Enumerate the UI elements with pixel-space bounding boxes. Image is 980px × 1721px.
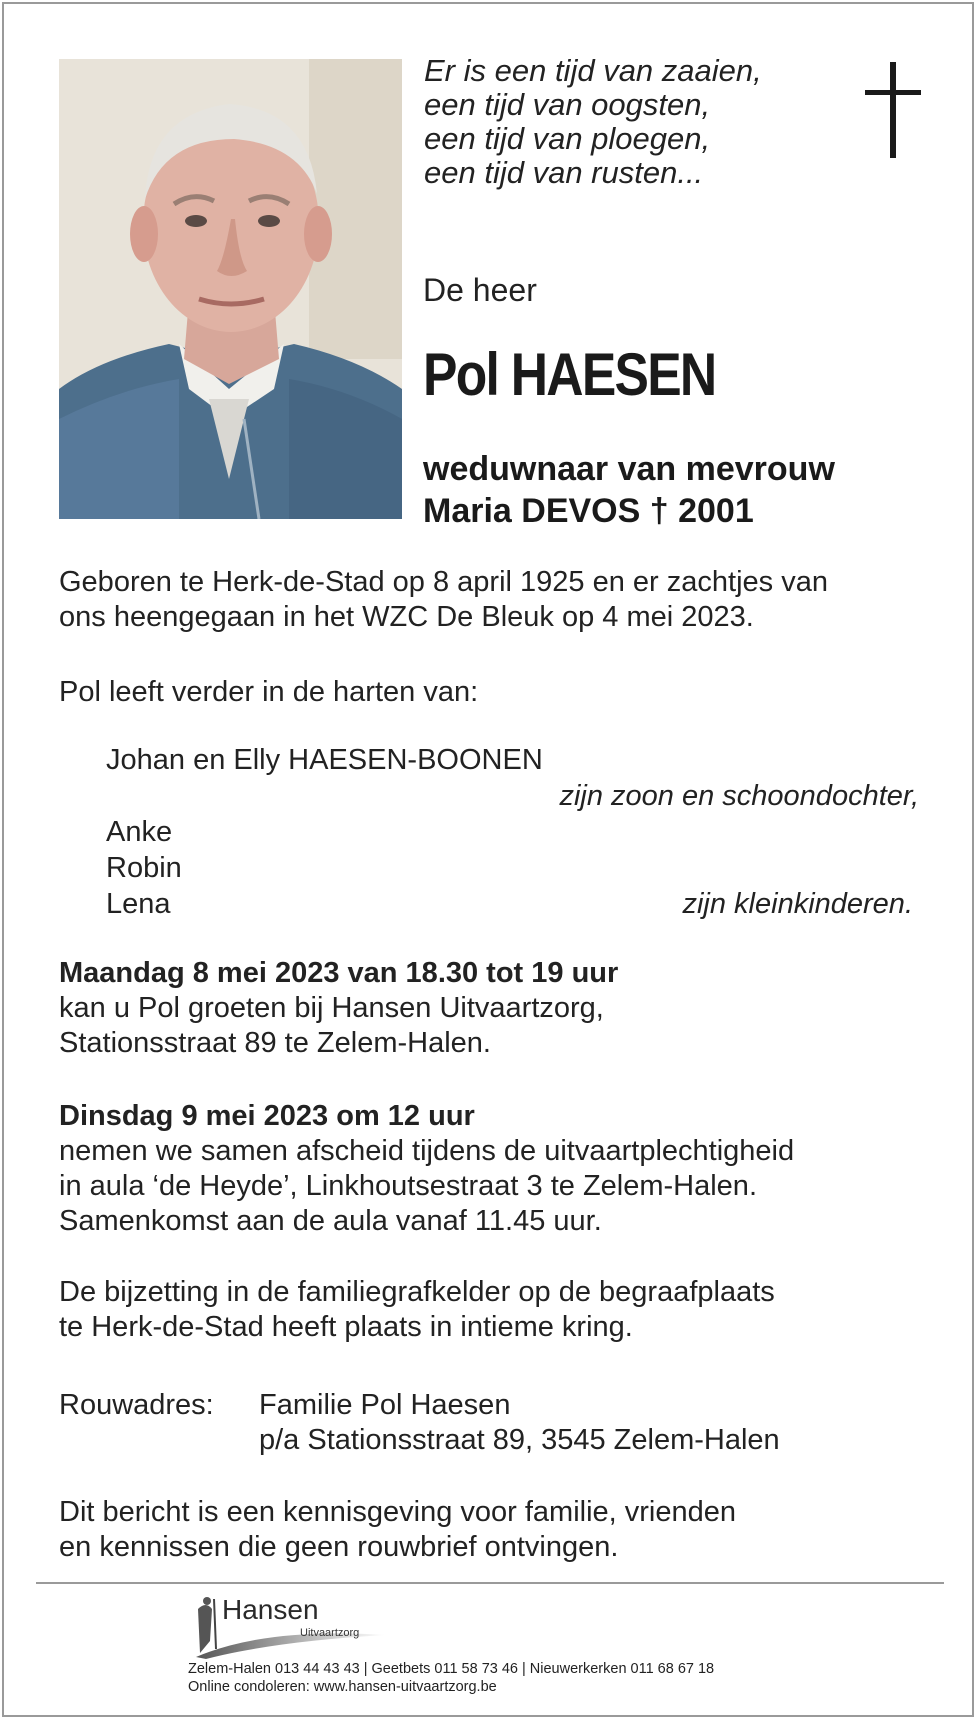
address-line: Familie Pol Haesen [259, 1389, 511, 1421]
birth-death-paragraph [59, 565, 828, 635]
footer-phones: Zelem-Halen 013 44 43 43 | Geetbets 011 58 73 46 | Nieuwerkerken 011 68 67 18 [188, 1661, 715, 1677]
deceased-name: Pol HAESEN [423, 341, 716, 408]
footer-contact [188, 1660, 714, 1696]
poem-line: Er is een tijd van zaaien, [424, 53, 762, 88]
address-block [259, 1388, 780, 1458]
portrait-photo [59, 59, 402, 519]
widower-line: weduwnaar van mevrouw [423, 450, 835, 488]
family-son-role: zijn zoon en schoondochter, [559, 780, 919, 812]
family-grandchild: Robin [106, 852, 182, 884]
footer-divider [36, 1582, 944, 1584]
family-grandchild: Lena [106, 888, 171, 920]
funeral-line: Samenkomst aan de aula vanaf 11.45 uur. [59, 1205, 602, 1237]
family-grandchildren-role: zijn kleinkinderen. [682, 888, 913, 920]
viewing-section [59, 956, 618, 1061]
paragraph-line: Geboren te Herk-de-Stad op 8 april 1925 en er zachtjes van [59, 566, 828, 598]
paragraph-line: en kennissen die geen rouwbrief ontvingen. [59, 1531, 619, 1563]
widower-line: Maria DEVOS † 2001 [423, 492, 754, 530]
address-label: Rouwadres: [59, 1389, 214, 1421]
paragraph-line: ons heengegaan in het WZC De Bleuk op 4 mei 2023. [59, 601, 754, 633]
lives-on-text: Pol leeft verder in de harten van: [59, 676, 479, 708]
viewing-line: kan u Pol groeten bij Hansen Uitvaartzorg, [59, 992, 604, 1024]
poem [424, 54, 762, 190]
notice-paragraph [59, 1495, 736, 1565]
logo-subtitle: Uitvaartzorg [300, 1627, 360, 1639]
salutation: De heer [423, 272, 537, 308]
viewing-line: Stationsstraat 89 te Zelem-Halen. [59, 1027, 491, 1059]
widower-note [423, 448, 835, 532]
funeral-line: in aula ‘de Heyde’, Linkhoutsestraat 3 te Zelem-Halen. [59, 1170, 757, 1202]
funeral-section [59, 1099, 794, 1239]
address-line: p/a Stationsstraat 89, 3545 Zelem-Halen [259, 1424, 780, 1456]
paragraph-line: Dit bericht is een kennisgeving voor familie, vrienden [59, 1496, 737, 1528]
viewing-heading: Maandag 8 mei 2023 van 18.30 tot 19 uur [59, 957, 619, 989]
family-grandchild: Anke [106, 816, 173, 848]
cross-icon [865, 62, 921, 158]
funeral-heading: Dinsdag 9 mei 2023 om 12 uur [59, 1100, 475, 1132]
funeral-line: nemen we samen afscheid tijdens de uitvaartplechtigheid [59, 1135, 795, 1167]
family-son: Johan en Elly HAESEN-BOONEN [106, 744, 543, 776]
poem-line: een tijd van rusten... [424, 155, 704, 190]
paragraph-line: te Herk-de-Stad heeft plaats in intieme kring. [59, 1311, 633, 1343]
paragraph-line: De bijzetting in de familiegrafkelder op de begraafplaats [59, 1276, 775, 1308]
poem-line: een tijd van oogsten, [424, 87, 711, 122]
burial-paragraph [59, 1275, 775, 1345]
logo-name: Hansen [222, 1594, 319, 1625]
footer-online-link[interactable]: Online condoleren: www.hansen-uitvaartzorg.be [188, 1679, 497, 1695]
portrait-illustration [59, 59, 402, 519]
poem-line: een tijd van ploegen, [424, 121, 711, 156]
